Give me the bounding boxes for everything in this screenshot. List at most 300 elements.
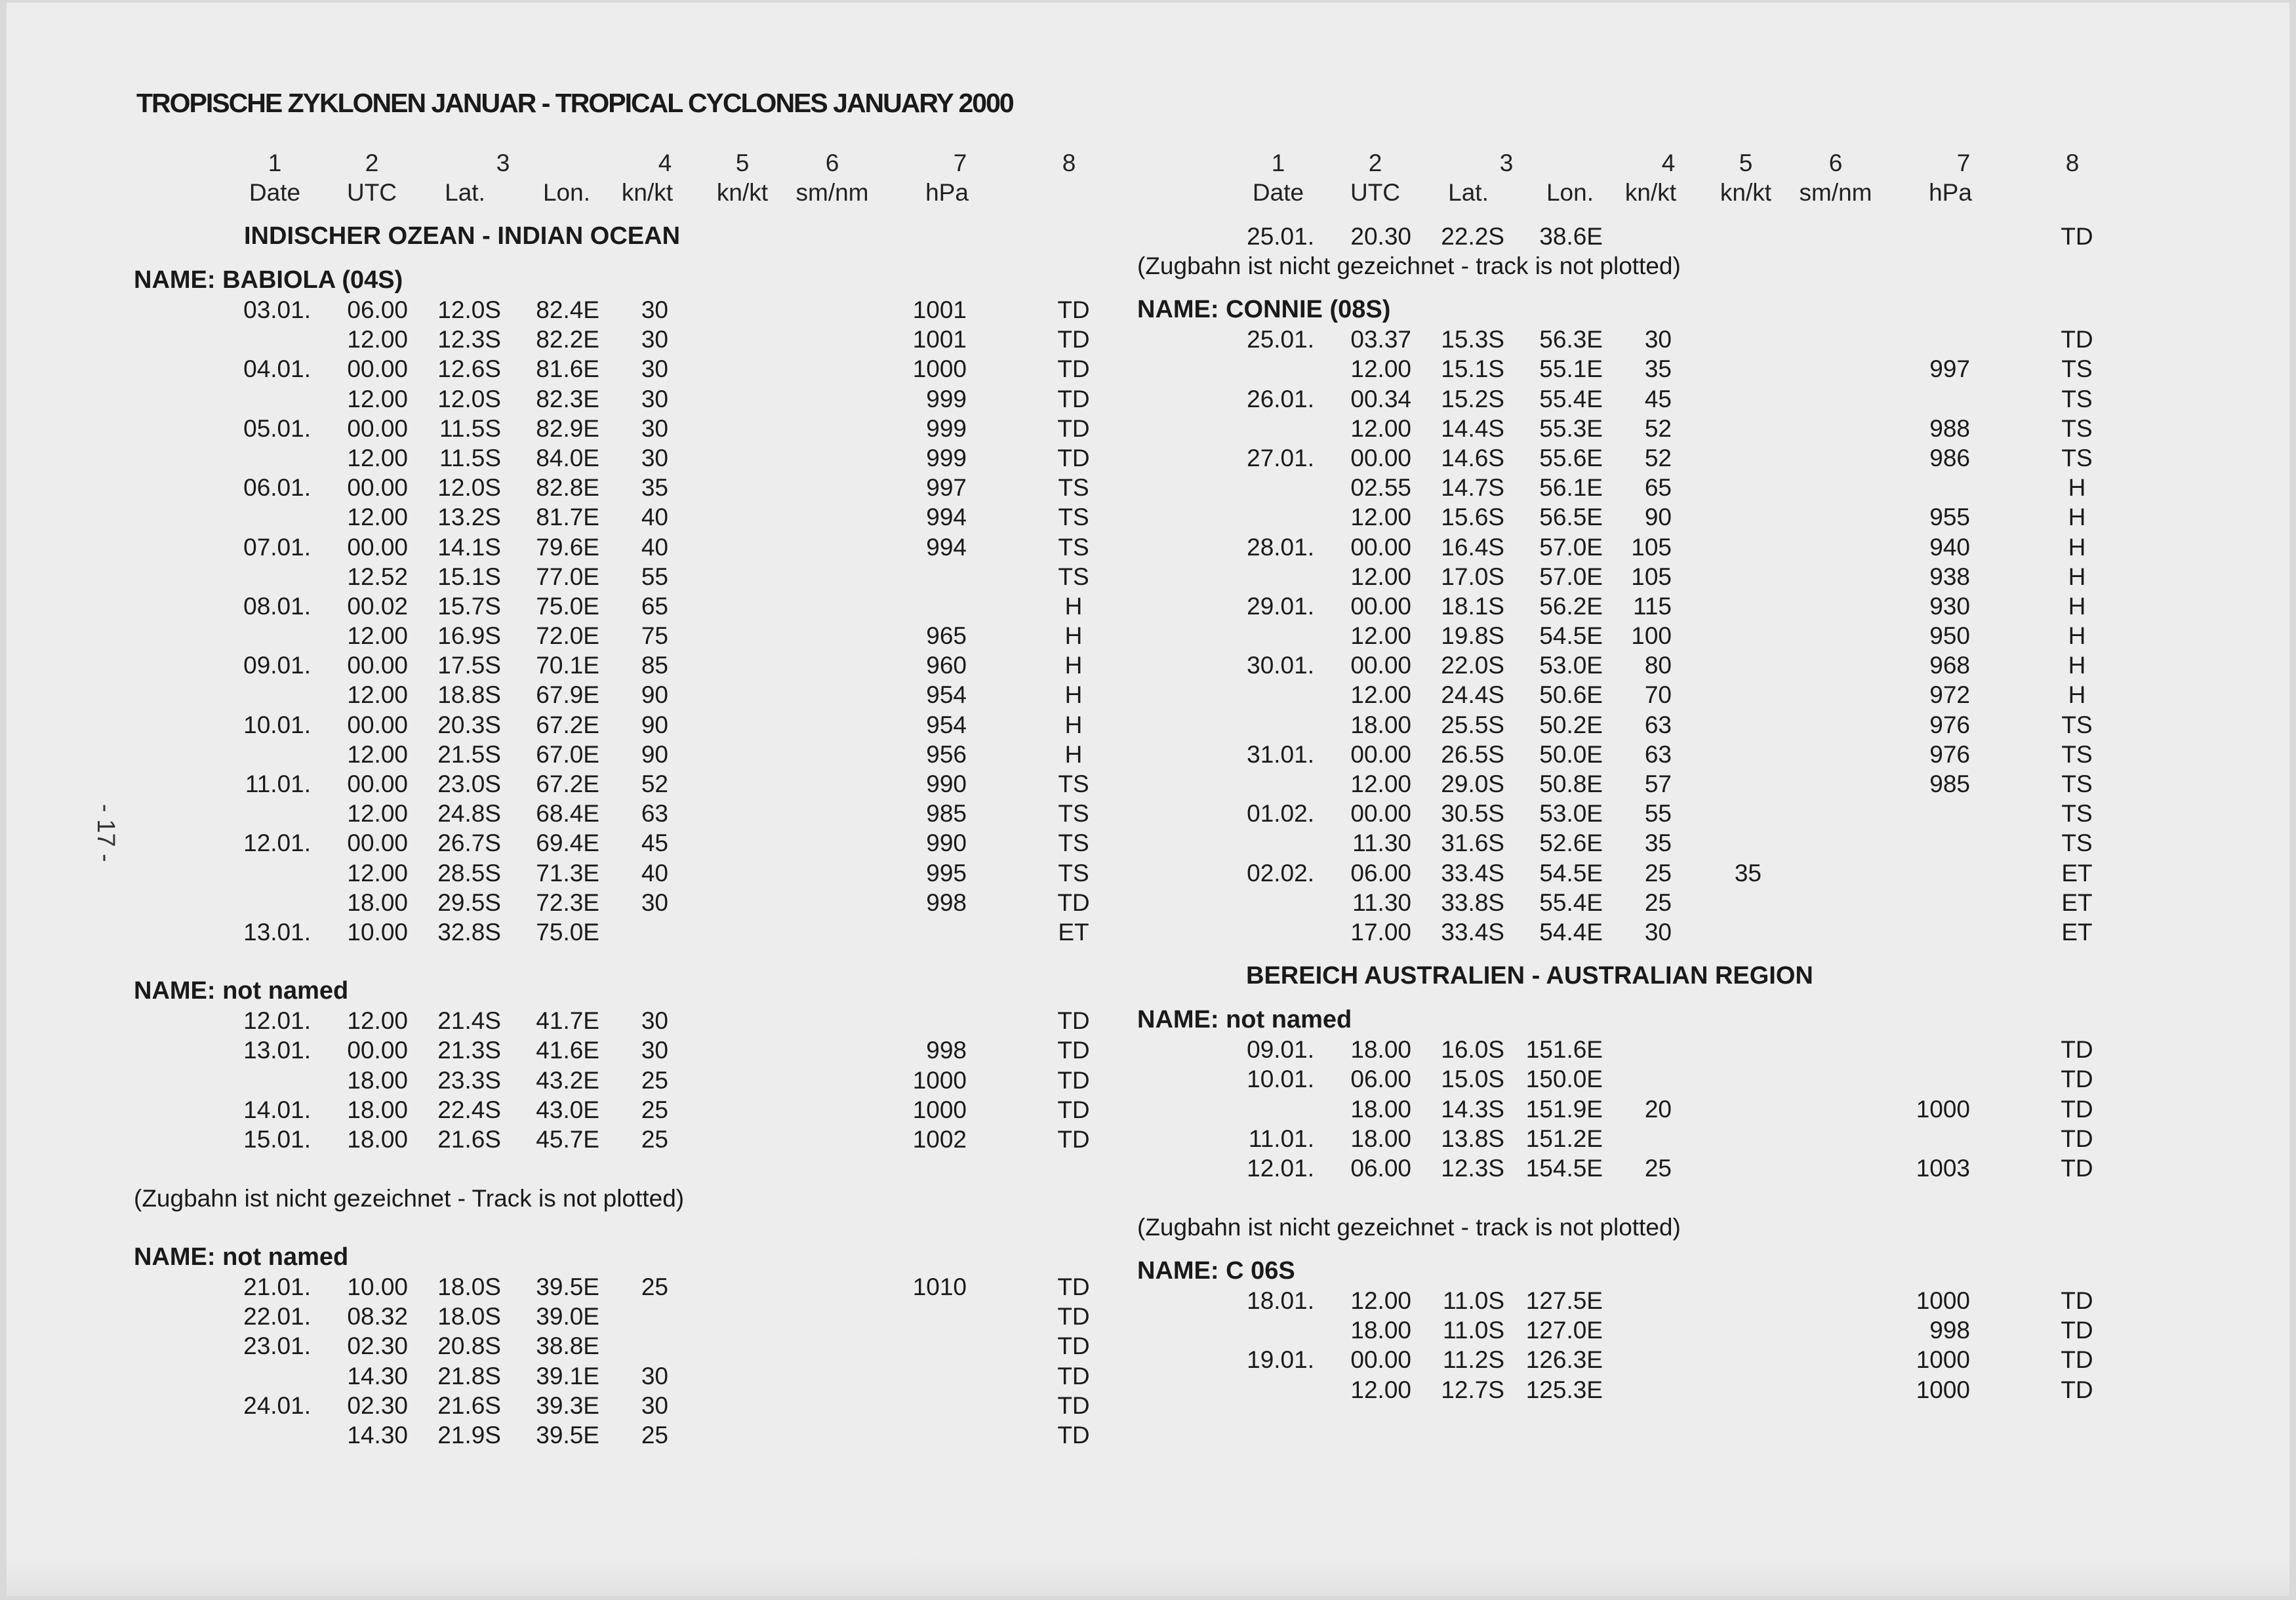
cell-lon: 56.1E xyxy=(1539,474,1603,502)
cell-wind: 30 xyxy=(641,1391,668,1419)
cell-wind: 115 xyxy=(1633,592,1672,620)
table-row xyxy=(1137,1153,2219,1183)
cell-wind: 57 xyxy=(1644,770,1672,797)
cell-wind: 35 xyxy=(641,474,668,502)
cell-pressure: 940 xyxy=(1929,533,1970,561)
cell-category: TS xyxy=(1058,563,1089,590)
cell-utc: 06.00 xyxy=(347,296,408,323)
cell-lat: 11.5S xyxy=(439,414,501,442)
cell-utc: 12.00 xyxy=(347,326,408,353)
cell-category: TD xyxy=(1057,1007,1090,1035)
cell-wind: 25 xyxy=(1644,859,1672,887)
column-number: 5 xyxy=(735,150,750,176)
cell-utc: 10.00 xyxy=(347,918,408,946)
track-note: (Zugbahn ist nicht gezeichnet - track is not plotted) xyxy=(1137,252,1681,280)
cell-utc: 12.00 xyxy=(347,859,408,887)
cell-utc: 00.00 xyxy=(347,474,408,502)
cell-date: 09.01. xyxy=(1247,1036,1314,1064)
cell-lon: 82.2E xyxy=(536,326,599,353)
column-header-2 xyxy=(1326,148,1424,207)
cell-category: TD xyxy=(2061,1036,2093,1064)
column-header-7 xyxy=(1786,148,1885,207)
cell-category: H xyxy=(2068,474,2086,502)
cell-category: H xyxy=(1064,592,1083,620)
cell-lon: 71.3E xyxy=(536,859,599,887)
table-row xyxy=(1137,1315,2219,1345)
cell-utc: 06.00 xyxy=(1350,1066,1411,1093)
cell-category: TS xyxy=(1058,533,1089,561)
cell-lon: 50.0E xyxy=(1539,740,1603,768)
cell-category: TD xyxy=(2061,1125,2093,1152)
cell-wind: 85 xyxy=(641,652,668,679)
cell-lat: 12.0S xyxy=(437,296,501,323)
column-header-9 xyxy=(2023,148,2122,207)
cell-category: TS xyxy=(2061,740,2093,768)
column-unit: Lat. xyxy=(1448,179,1489,206)
column-header-2 xyxy=(323,148,421,207)
track-note: (Zugbahn ist nicht gezeichnet - track is not plotted) xyxy=(1137,1214,1681,1241)
column-unit xyxy=(1020,178,1118,207)
cell-lat: 23.0S xyxy=(437,770,501,797)
cell-utc: 12.00 xyxy=(347,444,408,471)
cell-utc: 12.00 xyxy=(1350,1376,1411,1403)
cell-lat: 14.1S xyxy=(437,533,501,561)
table-row xyxy=(134,473,1216,502)
cell-category: TS xyxy=(1058,800,1089,828)
column-number: 1 xyxy=(1271,150,1285,176)
table-row xyxy=(134,710,1216,740)
column-number: 6 xyxy=(1828,150,1843,176)
cell-date: 25.01. xyxy=(1247,326,1314,353)
cell-date: 25.01. xyxy=(1247,223,1314,250)
track-note: (Zugbahn ist nicht gezeichnet - Track is not plotted) xyxy=(134,1185,685,1212)
table-row xyxy=(1137,1375,2219,1405)
cell-category: TS xyxy=(2061,770,2093,797)
cell-lat: 15.6S xyxy=(1441,504,1504,531)
cell-lat: 21.3S xyxy=(437,1037,501,1064)
cell-lon: 55.3E xyxy=(1539,414,1603,442)
cell-lat: 15.0S xyxy=(1441,1066,1504,1093)
table-row xyxy=(1137,917,2219,947)
cell-lon: 67.2E xyxy=(536,770,599,797)
cell-category: TS xyxy=(2061,355,2093,383)
cell-wind: 25 xyxy=(641,1066,668,1094)
cell-utc: 02.55 xyxy=(1350,474,1411,502)
cell-lat: 15.3S xyxy=(1441,326,1504,353)
cell-date: 11.01. xyxy=(245,770,311,797)
cell-utc: 02.30 xyxy=(347,1391,408,1419)
cell-pressure: 998 xyxy=(926,1037,967,1064)
column-header-9 xyxy=(1020,148,1118,207)
cell-utc: 00.00 xyxy=(1350,652,1411,679)
cell-lat: 13.8S xyxy=(1441,1125,1504,1152)
cell-category: TD xyxy=(1057,355,1090,383)
cell-wind: 30 xyxy=(641,444,668,471)
storm-rows xyxy=(134,1272,1216,1450)
cell-utc: 12.00 xyxy=(1350,355,1411,383)
cell-lon: 39.1E xyxy=(536,1362,599,1390)
cell-lat: 15.2S xyxy=(1441,385,1504,412)
cell-lon: 72.3E xyxy=(536,889,599,916)
table-row xyxy=(134,443,1216,473)
table-row xyxy=(1137,1286,2219,1315)
table-row xyxy=(134,917,1216,947)
cell-utc: 03.37 xyxy=(1350,326,1411,353)
cell-category: TD xyxy=(2061,1346,2093,1374)
cell-wind: 25 xyxy=(641,1422,668,1449)
cell-lon: 77.0E xyxy=(536,563,599,590)
column-header-5 xyxy=(1601,148,1700,207)
cell-pressure: 999 xyxy=(926,414,967,442)
cell-pressure: 1001 xyxy=(912,296,967,323)
cell-lat: 17.5S xyxy=(437,652,501,679)
table-row xyxy=(1137,473,2219,502)
cell-wind: 30 xyxy=(641,1362,668,1390)
cell-lon: 75.0E xyxy=(536,592,599,620)
cell-wind: 55 xyxy=(1644,800,1672,828)
cell-lat: 21.6S xyxy=(437,1125,501,1153)
cell-lat: 23.3S xyxy=(437,1066,501,1094)
cell-lat: 16.4S xyxy=(1441,533,1504,561)
cell-date: 14.01. xyxy=(243,1096,311,1123)
cell-utc: 18.00 xyxy=(1350,1036,1411,1064)
cell-lat: 28.5S xyxy=(437,859,501,887)
column-unit: hPa xyxy=(1929,179,1972,206)
cell-lat: 20.3S xyxy=(437,711,501,738)
table-row xyxy=(134,1006,1216,1035)
cell-wind: 52 xyxy=(1644,444,1672,471)
cell-wind: 52 xyxy=(641,770,668,797)
table-row xyxy=(134,888,1216,917)
cell-category: TD xyxy=(1057,414,1090,442)
cell-date: 18.01. xyxy=(1247,1287,1314,1315)
cell-lon: 82.9E xyxy=(536,414,599,442)
cell-lon: 43.2E xyxy=(536,1066,599,1094)
column-header-1 xyxy=(1229,148,1327,207)
cell-lat: 17.0S xyxy=(1441,563,1504,590)
cell-wind: 20 xyxy=(1644,1095,1672,1123)
storm-section xyxy=(134,266,1216,947)
cell-pressure: 1010 xyxy=(912,1273,967,1301)
cell-wind: 63 xyxy=(1644,740,1672,768)
column-unit: kn/kt xyxy=(1720,179,1772,206)
cell-wind: 35 xyxy=(1644,830,1672,857)
column-unit: sm/nm xyxy=(796,179,869,206)
cell-pressure: 1000 xyxy=(912,1066,967,1094)
cell-date: 26.01. xyxy=(1247,385,1314,412)
cell-category: TD xyxy=(1057,385,1090,412)
cell-utc: 14.30 xyxy=(347,1422,408,1449)
cell-lat: 21.5S xyxy=(437,740,501,768)
table-row xyxy=(1137,621,2219,650)
cell-pressure: 999 xyxy=(926,444,967,471)
cell-pressure: 972 xyxy=(1929,681,1970,709)
cell-pressure: 990 xyxy=(926,830,967,857)
storm-name: NAME: CONNIE (08S) xyxy=(1137,296,1391,324)
cell-lon: 69.4E xyxy=(536,830,599,857)
column-number: 7 xyxy=(953,150,967,176)
column-header-8 xyxy=(898,148,996,207)
page-title: TROPISCHE ZYKLONEN JANUAR - TROPICAL CYCLONES JANUARY 2000 xyxy=(136,88,1013,118)
cell-pressure: 968 xyxy=(1929,652,1970,679)
table-row xyxy=(134,502,1216,532)
cell-utc: 18.00 xyxy=(347,889,408,916)
cell-date: 02.02. xyxy=(1247,859,1314,887)
cell-utc: 00.00 xyxy=(347,830,408,857)
cell-lat: 18.8S xyxy=(437,681,501,709)
cell-lon: 55.4E xyxy=(1539,889,1603,916)
cell-category: TS xyxy=(2061,385,2093,412)
cell-utc: 18.00 xyxy=(1350,711,1411,738)
cell-wind: 65 xyxy=(641,592,668,620)
column-header-5 xyxy=(598,148,696,207)
cell-category: TD xyxy=(2061,326,2093,353)
cell-lat: 15.1S xyxy=(437,563,501,590)
left-column xyxy=(134,148,1216,1450)
cell-utc: 00.00 xyxy=(1350,592,1411,620)
table-row xyxy=(1137,532,2219,562)
cell-lat: 21.6S xyxy=(437,1391,501,1419)
cell-utc: 00.00 xyxy=(1350,800,1411,828)
column-unit: kn/kt xyxy=(1624,179,1677,206)
table-row xyxy=(134,650,1216,680)
cell-category: H xyxy=(1064,681,1083,709)
table-row xyxy=(134,1095,1216,1125)
cell-date: 10.01. xyxy=(1247,1066,1314,1093)
cell-lon: 50.2E xyxy=(1539,711,1603,738)
cell-lon: 57.0E xyxy=(1539,533,1603,561)
cell-lat: 18.1S xyxy=(1441,592,1504,620)
cell-utc: 00.00 xyxy=(347,770,408,797)
cell-lon: 126.3E xyxy=(1525,1346,1603,1374)
cell-lon: 39.5E xyxy=(536,1273,599,1301)
column-unit: Date xyxy=(249,179,301,206)
cell-utc: 08.32 xyxy=(347,1303,408,1330)
cell-date: 23.01. xyxy=(243,1332,311,1360)
cell-lon: 125.3E xyxy=(1525,1376,1603,1403)
cell-wind: 30 xyxy=(641,385,668,412)
table-row xyxy=(1137,591,2219,621)
cell-utc: 12.00 xyxy=(1350,681,1411,709)
cell-pressure: 999 xyxy=(926,385,967,412)
cell-lon: 127.5E xyxy=(1525,1287,1603,1315)
column-unit: Lon. xyxy=(1546,179,1594,206)
table-row xyxy=(1137,710,2219,740)
cell-category: TD xyxy=(2061,1376,2093,1403)
cell-category: H xyxy=(2068,652,2086,679)
cell-category: TS xyxy=(1058,474,1089,502)
cell-date: 08.01. xyxy=(243,592,311,620)
cell-utc: 12.00 xyxy=(347,385,408,412)
cell-category: TS xyxy=(1058,504,1089,531)
table-row xyxy=(1137,354,2219,384)
cell-pressure: 954 xyxy=(926,681,967,709)
cell-pressure: 1000 xyxy=(912,355,967,383)
table-row xyxy=(134,562,1216,591)
cell-date: 24.01. xyxy=(243,1391,311,1419)
storm-name: NAME: C 06S xyxy=(1137,1257,1295,1285)
table-row xyxy=(1137,414,2219,443)
cell-utc: 18.00 xyxy=(1350,1125,1411,1152)
storm-continuation xyxy=(1137,222,2219,281)
cell-wind: 75 xyxy=(641,622,668,650)
table-row xyxy=(134,740,1216,769)
cell-date: 11.01. xyxy=(1248,1125,1314,1152)
column-number: 8 xyxy=(1062,150,1076,176)
cell-wind: 105 xyxy=(1631,533,1672,561)
table-row xyxy=(1137,502,2219,532)
cell-utc: 02.30 xyxy=(347,1332,408,1360)
cell-date: 12.01. xyxy=(243,1007,311,1035)
table-row xyxy=(134,1125,1216,1154)
cell-pressure: 985 xyxy=(926,800,967,828)
table-row xyxy=(1137,858,2219,888)
table-row xyxy=(1137,443,2219,473)
cell-lon: 67.2E xyxy=(536,711,599,738)
cell-lat: 12.6S xyxy=(437,355,501,383)
cell-utc: 06.00 xyxy=(1350,1154,1411,1182)
cell-utc: 06.00 xyxy=(1350,859,1411,887)
table-row xyxy=(1137,222,2219,251)
cell-wind: 35 xyxy=(1644,355,1672,383)
cell-date: 10.01. xyxy=(243,711,311,738)
cell-category: TD xyxy=(1057,1037,1090,1064)
column-unit: kn/kt xyxy=(621,179,674,206)
table-row xyxy=(1137,769,2219,799)
cell-lat: 12.7S xyxy=(1441,1376,1504,1403)
cell-utc: 12.00 xyxy=(1350,1287,1411,1315)
cell-lon: 50.8E xyxy=(1539,770,1603,797)
cell-lat: 21.9S xyxy=(437,1422,501,1449)
column-number: 8 xyxy=(2065,150,2080,176)
cell-wind: 40 xyxy=(641,859,668,887)
cell-category: TS xyxy=(2061,830,2093,857)
column-unit: Lon. xyxy=(542,179,590,206)
cell-wind: 30 xyxy=(641,1037,668,1064)
cell-wind: 25 xyxy=(1644,889,1672,916)
cell-pressure: 994 xyxy=(926,533,967,561)
cell-wind: 90 xyxy=(641,711,668,738)
cell-lon: 52.6E xyxy=(1539,830,1603,857)
table-row xyxy=(1137,1064,2219,1094)
cell-lat: 18.0S xyxy=(437,1303,501,1330)
cell-date: 21.01. xyxy=(243,1273,311,1301)
table-row xyxy=(1137,650,2219,680)
cell-category: TD xyxy=(1057,1096,1090,1123)
cell-lat: 12.0S xyxy=(437,385,501,412)
storm-name: NAME: not named xyxy=(134,977,349,1005)
cell-lon: 67.0E xyxy=(536,740,599,768)
cell-wind: 25 xyxy=(1644,1154,1672,1182)
cell-lat: 29.0S xyxy=(1441,770,1504,797)
cell-lon: 43.0E xyxy=(536,1096,599,1123)
cell-lon: 81.7E xyxy=(536,504,599,531)
cell-lon: 54.5E xyxy=(1539,622,1603,650)
cell-pressure: 997 xyxy=(1929,355,1970,383)
cell-lon: 67.9E xyxy=(536,681,599,709)
cell-utc: 00.00 xyxy=(1350,740,1411,768)
cell-category: TD xyxy=(1057,444,1090,471)
column-number: 3 xyxy=(1499,150,1514,176)
column-unit: UTC xyxy=(1350,179,1401,206)
cell-category: TD xyxy=(2061,1066,2093,1093)
cell-category: ET xyxy=(2061,918,2093,946)
cell-utc: 00.00 xyxy=(1350,444,1411,471)
cell-lon: 39.5E xyxy=(536,1422,599,1449)
cell-lon: 57.0E xyxy=(1539,563,1603,590)
cell-category: TD xyxy=(2061,1317,2093,1344)
cell-wind: 40 xyxy=(641,504,668,531)
storm-rows xyxy=(134,295,1216,947)
table-row xyxy=(1137,1094,2219,1124)
table-row xyxy=(134,325,1216,354)
cell-category: TD xyxy=(2061,1095,2093,1123)
table-row xyxy=(1137,1345,2219,1374)
cell-wind: 30 xyxy=(641,296,668,323)
cell-wind: 65 xyxy=(1644,474,1672,502)
cell-date: 27.01. xyxy=(1247,444,1314,471)
cell-category: TD xyxy=(1057,1332,1090,1360)
cell-wind: 90 xyxy=(641,681,668,709)
column-header-8 xyxy=(1901,148,2000,207)
cell-category: TS xyxy=(1058,770,1089,797)
cell-date: 28.01. xyxy=(1247,533,1314,561)
cell-lon: 70.1E xyxy=(536,652,599,679)
cell-wind: 100 xyxy=(1631,622,1672,650)
cell-pressure: 994 xyxy=(926,504,967,531)
cell-lon: 82.4E xyxy=(536,296,599,323)
cell-utc: 11.30 xyxy=(1352,889,1411,916)
storm-name: NAME: not named xyxy=(1137,1006,1352,1034)
cell-lat: 24.4S xyxy=(1441,681,1504,709)
storm-rows xyxy=(1137,1286,2219,1405)
cell-lon: 151.6E xyxy=(1525,1036,1603,1064)
cell-date: 07.01. xyxy=(243,533,311,561)
cell-date: 03.01. xyxy=(243,296,311,323)
column-number: 3 xyxy=(496,150,510,176)
cell-pressure: 1003 xyxy=(1916,1154,1970,1182)
table-row xyxy=(1137,1124,2219,1153)
cell-lon: 56.3E xyxy=(1539,326,1603,353)
cell-lat: 11.2S xyxy=(1443,1346,1504,1374)
column-unit: hPa xyxy=(925,179,969,206)
table-row xyxy=(134,1035,1216,1065)
cell-wind: 80 xyxy=(1644,652,1672,679)
cell-category: TS xyxy=(2061,444,2093,471)
column-number: 2 xyxy=(365,150,379,176)
column-header-right xyxy=(1137,148,2219,207)
document-page xyxy=(7,3,2289,1596)
cell-utc: 00.02 xyxy=(347,592,408,620)
cell-category: ET xyxy=(2061,889,2093,916)
cell-lat: 25.5S xyxy=(1441,711,1504,738)
cell-utc: 12.00 xyxy=(347,622,408,650)
cell-pressure: 1001 xyxy=(912,326,967,353)
cell-lat: 26.5S xyxy=(1441,740,1504,768)
cell-date: 13.01. xyxy=(243,1037,311,1064)
column-unit: Lat. xyxy=(445,179,485,206)
right-column xyxy=(1137,148,2219,1405)
cell-lon: 82.8E xyxy=(536,474,599,502)
cell-lat: 29.5S xyxy=(437,889,501,916)
cell-date: 30.01. xyxy=(1247,652,1314,679)
storm-rows xyxy=(1137,222,2219,251)
cell-category: H xyxy=(2068,622,2086,650)
cell-wind: 90 xyxy=(1644,504,1672,531)
cell-lat: 14.6S xyxy=(1441,444,1504,471)
cell-lon: 127.0E xyxy=(1525,1317,1603,1344)
cell-lon: 151.9E xyxy=(1525,1095,1603,1123)
